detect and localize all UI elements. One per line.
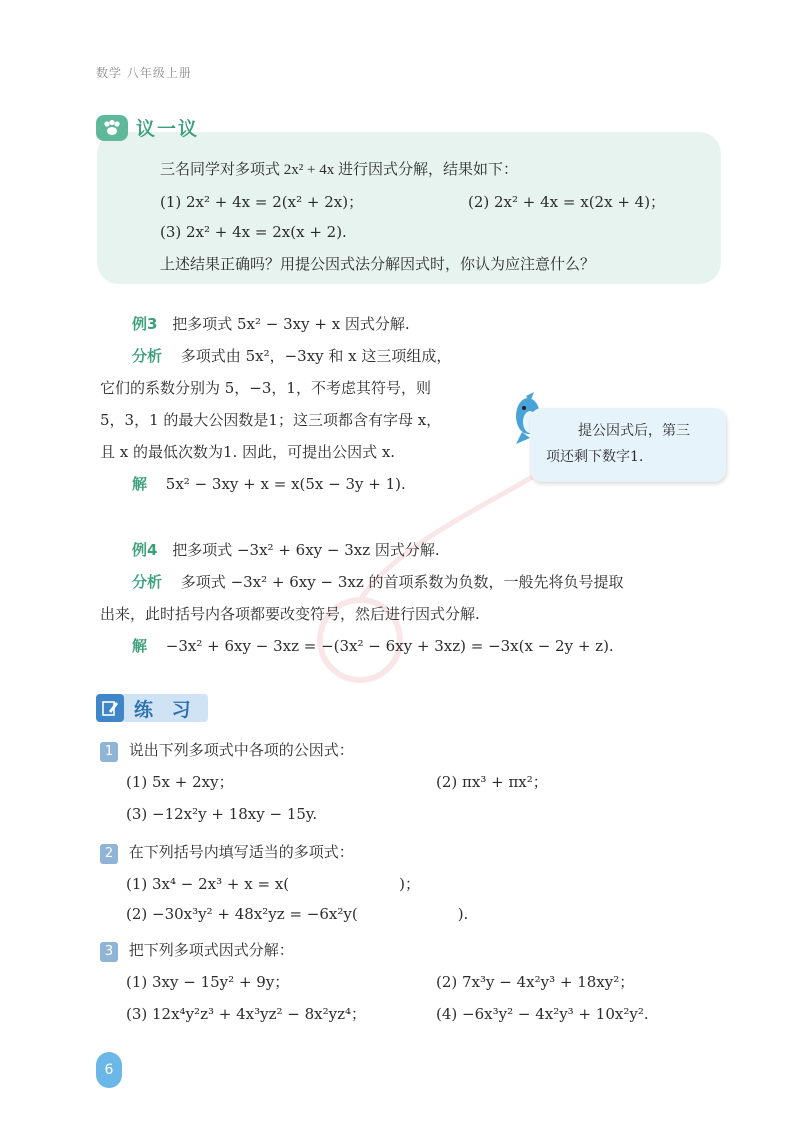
callout-line-1: 提公因式后，第三: [578, 423, 690, 439]
q1-item-a: (1) 5x + 2xy；: [126, 773, 234, 791]
solution-text: −3x² + 6xy − 3xz = −(3x² − 6xy + 3xz) = −3x(x − 2y + z).: [165, 637, 614, 655]
analysis-label: 分析: [132, 573, 163, 591]
analysis-line-2: 出来，此时括号内各项都要改变符号，然后进行因式分解.: [100, 605, 480, 623]
question-text: 说出下列多项式中各项的公因式：: [128, 741, 354, 759]
tip-callout: [530, 408, 726, 482]
pencil-icon: [96, 694, 124, 722]
discussion-item-1: (1) 2x² + 4x = 2(x² + 2x)；: [160, 193, 364, 211]
discussion-heading: [96, 114, 199, 141]
q3-item-d: (4) −6x³y² − 4x²y³ + 10x²y².: [436, 1005, 649, 1023]
question-number: 2: [100, 844, 118, 864]
example-4-label: 例4: [132, 541, 158, 559]
discussion-intro: 三名同学对多项式 2x² + 4x 进行因式分解，结果如下：: [160, 162, 518, 178]
question-number: 1: [100, 742, 118, 762]
q2-item-b: [126, 904, 468, 924]
analysis-line-1: 多项式由 5x²，−3xy 和 x 这三项组成，: [180, 347, 452, 365]
example-4-analysis: [132, 572, 624, 592]
q2-item-a-end: )；: [399, 875, 420, 893]
solution-label: 解: [132, 475, 148, 493]
q2-item-b-end: ).: [457, 905, 469, 923]
practice-title: 练 习: [134, 698, 197, 721]
practice-q1: [100, 740, 354, 762]
question-number: 3: [100, 942, 118, 962]
discussion-item-3: (3) 2x² + 4x = 2x(x + 2).: [160, 223, 347, 241]
q1-item-b: (2) πx³ + πx²；: [436, 773, 548, 791]
question-text: 在下列括号内填写适当的多项式：: [128, 843, 354, 861]
example-3-label: 例3: [132, 315, 158, 333]
example-4: [132, 540, 440, 560]
paw-icon: [96, 115, 128, 141]
discussion-title: 议一议: [136, 118, 200, 140]
q3-item-b: (2) 7x³y − 4x²y³ + 18xy²；: [436, 973, 635, 991]
analysis-line-4: 且 x 的最低次数为1. 因此，可提出公因式 x.: [100, 443, 396, 461]
q2-item-a-text: (1) 3x⁴ − 2x³ + x = x(: [126, 875, 290, 893]
discussion-question: 上述结果正确吗？用提公因式法分解因式时，你认为应注意什么？: [160, 255, 596, 273]
callout-line-2: 项还剩下数字1.: [546, 449, 644, 465]
analysis-line-2: 它们的系数分别为 5，−3，1，不考虑其符号，则: [100, 379, 431, 397]
q2-item-b-text: (2) −30x³y² + 48x²yz = −6x²y(: [126, 905, 358, 923]
q1-item-c: (3) −12x²y + 18xy − 15y.: [126, 805, 318, 823]
practice-heading: [96, 694, 208, 722]
example-3: [132, 314, 410, 334]
example-3-text: 把多项式 5x² − 3xy + x 因式分解.: [172, 315, 410, 333]
analysis-line-1: 多项式 −3x² + 6xy − 3xz 的首项系数为负数，一般先将负号提取: [180, 573, 624, 591]
discussion-item-2: (2) 2x² + 4x = x(2x + 4)；: [468, 193, 666, 211]
q2-item-a: [126, 874, 420, 894]
example-3-analysis: [132, 346, 451, 366]
practice-q2: [100, 842, 354, 864]
analysis-label: 分析: [132, 347, 163, 365]
practice-q3: [100, 940, 294, 962]
question-text: 把下列多项式因式分解：: [128, 941, 294, 959]
solution-label: 解: [132, 637, 148, 655]
example-4-solution: [132, 636, 614, 656]
q3-item-c: (3) 12x⁴y²z³ + 4x³yz² − 8x²yz⁴；: [126, 1005, 367, 1023]
page-number: 6: [96, 1052, 122, 1088]
running-header: 数学 八年级上册: [96, 66, 192, 80]
example-3-solution: [132, 474, 406, 494]
example-4-text: 把多项式 −3x² + 6xy − 3xz 因式分解.: [172, 541, 440, 559]
solution-text: 5x² − 3xy + x = x(5x − 3y + 1).: [165, 475, 406, 493]
q3-item-a: (1) 3xy − 15y² + 9y；: [126, 973, 290, 991]
analysis-line-3: 5，3，1 的最大公因数是1；这三项都含有字母 x，: [100, 411, 442, 429]
